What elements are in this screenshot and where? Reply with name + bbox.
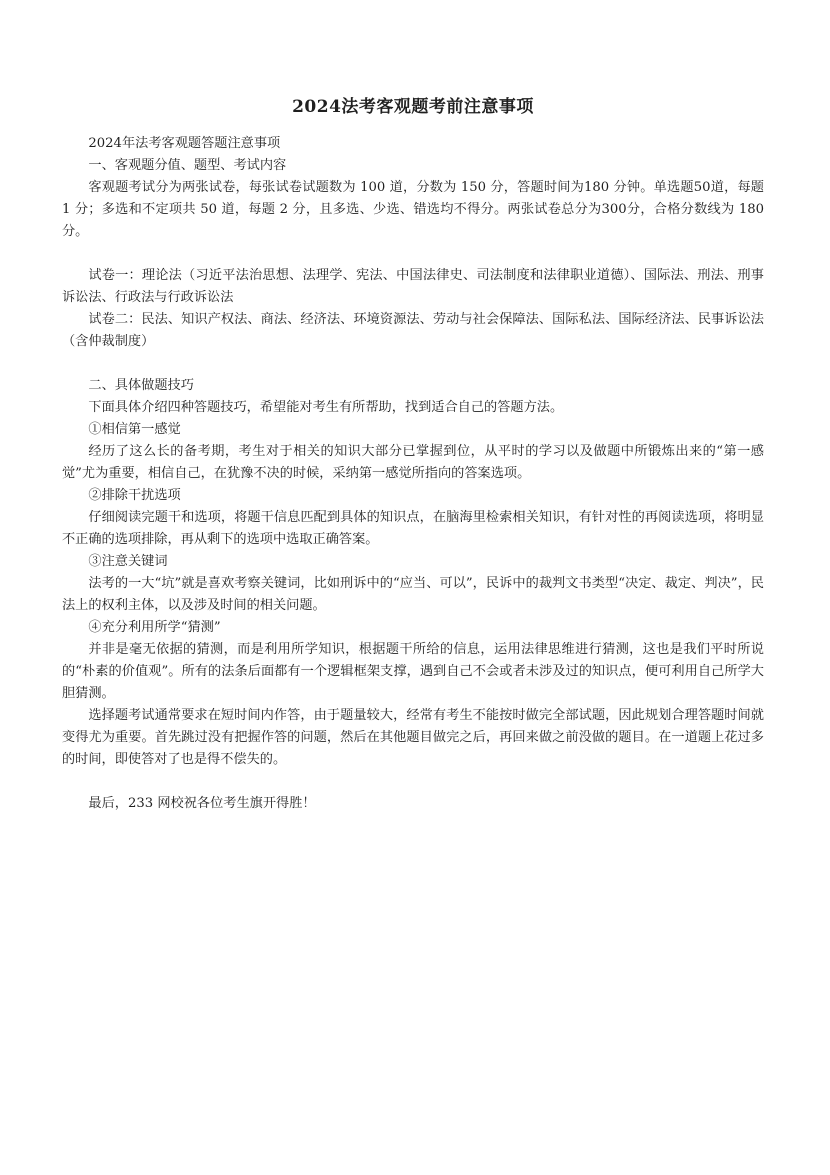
- tip4-title: ④充分利用所学“猜测”: [88, 620, 221, 635]
- tip2-title: ②排除干扰选项: [88, 488, 181, 503]
- section1-heading: 一、客观题分值、题型、考试内容: [88, 158, 287, 173]
- exam-format-paragraph: 客观题考试分为两张试卷，每张试卷试题数为 100 道，分数为 150 分，答题时间为180 分钟。单选题50道，每题 1 分；多选和不定项共 50 道，每题 2 分，且多选、少选、错选均不得分。两张试卷总分为300分，合格分数线为 180 分。: [62, 180, 764, 239]
- spacer: [62, 353, 764, 375]
- spacer: [62, 243, 764, 265]
- closing-line: 最后，233 网校祝各位考生旗开得胜！: [88, 796, 316, 811]
- spacer: [62, 771, 764, 793]
- section2-heading: 二、具体做题技巧: [88, 378, 194, 393]
- tip1-body: 经历了这么长的备考期，考生对于相关的知识大部分已掌握到位，从平时的学习以及做题中所锻炼出来的“第一感觉”尤为重要，相信自己，在犹豫不决的时候，采纳第一感觉所指向的答案选项。: [62, 444, 764, 481]
- tip2-body: 仔细阅读完题干和选项，将题干信息匹配到具体的知识点，在脑海里检索相关知识，有针对性的再阅读选项，将明显不正确的选项排除，再从剩下的选项中选取正确答案。: [62, 510, 764, 547]
- paper-one-subjects: 试卷一：理论法（习近平法治思想、法理学、宪法、中国法律史、司法制度和法律职业道德）、国际法、刑法、刑事诉讼法、行政法与行政诉讼法: [62, 268, 764, 305]
- paper-two-subjects: 试卷二：民法、知识产权法、商法、经济法、环境资源法、劳动与社会保障法、国际私法、国际经济法、民事诉讼法（含仲裁制度）: [62, 312, 764, 349]
- document-subtitle: 2024年法考客观题答题注意事项: [88, 136, 281, 151]
- tip4-body: 并非是毫无依据的猜测，而是利用所学知识，根据题干所给的信息，运用法律思维进行猜测，这也是我们平时所说的“朴素的价值观”。所有的法条后面都有一个逻辑框架支撑，遇到自己不会或者未涉及过的知识点，便可利用自己所学大胆猜测。: [62, 642, 764, 701]
- tip3-body: 法考的一大“坑”就是喜欢考察关键词，比如刑诉中的“应当、可以”，民诉中的裁判文书类型“决定、裁定、判决”，民法上的权利主体，以及涉及时间的相关问题。: [62, 576, 764, 613]
- time-management-paragraph: 选择题考试通常要求在短时间内作答，由于题量较大，经常有考生不能按时做完全部试题，因此规划合理答题时间就变得尤为重要。首先跳过没有把握作答的问题，然后在其他题目做完之后，再回来做之前没做的题目。在一道题上花过多的时间，即使答对了也是得不偿失的。: [62, 708, 764, 767]
- tip1-title: ①相信第一感觉: [88, 422, 181, 437]
- section2-intro: 下面具体介绍四种答题技巧，希望能对考生有所帮助，找到适合自己的答题方法。: [88, 400, 564, 415]
- tip3-title: ③注意关键词: [88, 554, 168, 569]
- document-title: 2024法考客观题考前注意事项: [292, 97, 534, 117]
